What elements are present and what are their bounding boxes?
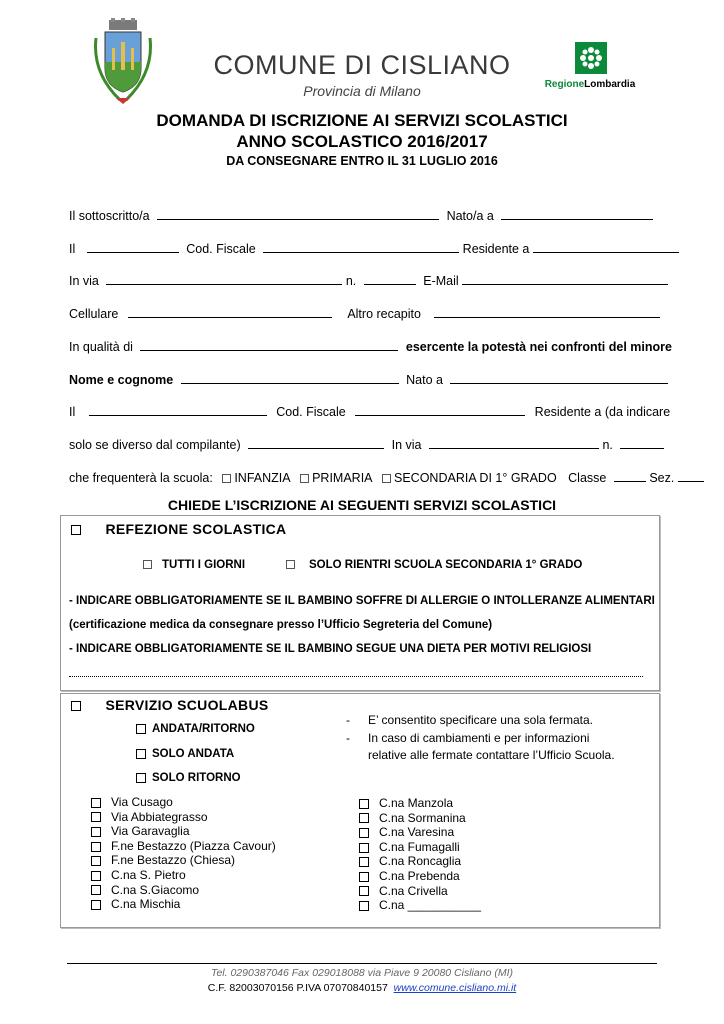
- town-name: COMUNE DI CISLIANO: [213, 50, 511, 80]
- bus-stop-label: C.na Mischia: [111, 897, 181, 912]
- input-altro-recapito[interactable]: [434, 305, 660, 318]
- refezione-header: [71, 521, 286, 539]
- stops-left-list: [91, 795, 276, 912]
- checkbox-bus-stop[interactable]: [359, 843, 369, 853]
- checkbox-bus-stop[interactable]: [91, 871, 101, 881]
- input-data-nascita-minore[interactable]: [89, 403, 267, 416]
- bus-stop-left-5: [91, 868, 276, 883]
- bus-stop-label: C.na S. Pietro: [111, 867, 186, 882]
- option-solo-ritorno: [136, 772, 241, 784]
- bus-stop-right-4: [359, 854, 481, 869]
- field-row-via: [69, 272, 651, 288]
- bus-stop-label: C.na Fumagalli: [379, 839, 460, 854]
- checkbox-bus-stop[interactable]: [359, 857, 369, 867]
- note-allergie: - INDICARE OBBLIGATORIAMENTE SE IL BAMBINO SOFFRE DI ALLERGIE O INTOLLERANZE ALIMENTARI: [69, 595, 655, 607]
- checkbox-bus-stop[interactable]: [359, 872, 369, 882]
- note-cambiamenti-2: relative alle fermate contattare l’Ufficio Scuola.: [368, 748, 615, 762]
- checkbox-infanzia[interactable]: [222, 474, 231, 483]
- field-row-il: [69, 240, 651, 256]
- request-title: CHIEDE L’ISCRIZIONE AI SEGUENTI SERVIZI SCOLASTICI: [167, 497, 557, 513]
- bus-stop-label: C.na Sormanina: [379, 810, 466, 825]
- bus-stop-left-7: [91, 897, 276, 912]
- bus-stop-left-2: [91, 824, 276, 839]
- input-sez[interactable]: [678, 469, 704, 482]
- label-tutti-giorni: TUTTI I GIORNI: [162, 559, 246, 571]
- label-solo-se-diverso: solo se diverso dal compilante): [69, 438, 241, 452]
- field-row-cellulare: [69, 305, 651, 321]
- input-numero[interactable]: [364, 272, 416, 285]
- input-numero-minore[interactable]: [620, 436, 664, 449]
- checkbox-refezione[interactable]: [71, 525, 81, 535]
- checkbox-andata-ritorno[interactable]: [136, 724, 146, 734]
- input-in-qualita[interactable]: [140, 338, 398, 351]
- label-infanzia: INFANZIA: [234, 471, 291, 485]
- label-in-via: In via: [69, 274, 99, 288]
- bus-stop-right-6: [359, 884, 481, 899]
- label-numero: n.: [345, 274, 357, 288]
- note-cambiamenti: - In caso di cambiamenti e per informazioni: [346, 731, 590, 745]
- refezione-title: REFEZIONE SCOLASTICA: [105, 521, 287, 537]
- field-row-sottoscritto: [69, 207, 651, 223]
- label-sez: Sez.: [649, 471, 675, 485]
- label-solo-rientri: SOLO RIENTRI SCUOLA SECONDARIA 1° GRADO: [309, 559, 583, 571]
- label-classe: Classe: [568, 471, 607, 485]
- note-una-fermata: - E’ consentito specificare una sola fermata.: [346, 713, 594, 727]
- label-nato-a-minore: Nato a: [406, 373, 443, 387]
- town-crest-icon: [92, 18, 154, 106]
- checkbox-bus-stop[interactable]: [91, 900, 101, 910]
- bus-stop-right-5: [359, 869, 481, 884]
- refezione-section: [60, 515, 660, 691]
- bus-stop-label: C.na Manzola: [379, 796, 454, 810]
- scuolabus-title: SERVIZIO SCUOLABUS: [105, 697, 269, 713]
- bus-stop-label: C.na Varesina: [379, 825, 455, 840]
- checkbox-solo-ritorno[interactable]: [136, 773, 146, 783]
- label-email: E-Mail: [423, 274, 459, 288]
- input-data-nascita[interactable]: [87, 240, 179, 253]
- checkbox-solo-andata[interactable]: [136, 749, 146, 759]
- bus-stop-right-1: [359, 811, 481, 826]
- bus-stop-label: Via Abbiategrasso: [111, 809, 208, 824]
- field-row-minore: [69, 371, 651, 387]
- label-nato-a: Nato/a a: [446, 209, 494, 223]
- deadline: DA CONSEGNARE ENTRO IL 31 LUGLIO 2016: [226, 154, 498, 168]
- label-andata-ritorno: ANDATA/RITORNO: [152, 723, 255, 735]
- input-email[interactable]: [462, 272, 668, 285]
- bus-stop-left-3: [91, 839, 276, 854]
- footer-contacts: Tel. 0290387046 Fax 029018088 via Piave 9 20080 Cisliano (MI): [211, 967, 513, 979]
- checkbox-bus-stop[interactable]: [359, 828, 369, 838]
- input-nato-a-minore[interactable]: [450, 371, 668, 384]
- checkbox-bus-stop[interactable]: [359, 799, 369, 809]
- school-year: ANNO SCOLASTICO 2016/2017: [236, 132, 488, 151]
- bus-stop-right-2: [359, 825, 481, 840]
- label-primaria: PRIMARIA: [312, 471, 373, 485]
- input-dieta-line[interactable]: [69, 676, 643, 677]
- label-via-minore: In via: [391, 438, 422, 452]
- checkbox-bus-stop[interactable]: [91, 812, 101, 822]
- input-residente-minore[interactable]: [248, 436, 384, 449]
- label-sottoscritto: Il sottoscritto/a: [69, 209, 150, 223]
- bus-stop-label: Via Cusago: [111, 795, 173, 809]
- checkbox-secondaria[interactable]: [382, 474, 391, 483]
- bus-stop-right-3: [359, 840, 481, 855]
- label-numero-minore: n.: [602, 438, 613, 452]
- bus-stop-label: C.na S.Giacomo: [111, 882, 200, 897]
- note-certificazione: (certificazione medica da consegnare presso l’Ufficio Segreteria del Comune): [69, 619, 493, 631]
- website-link[interactable]: www.comune.cisliano.mi.it: [393, 982, 517, 994]
- checkbox-bus-stop[interactable]: [91, 885, 101, 895]
- province-name: Provincia di Milano: [303, 83, 421, 99]
- bus-stop-label: C.na ___________: [379, 898, 482, 913]
- input-via[interactable]: [106, 272, 342, 285]
- input-sottoscritto[interactable]: [157, 207, 439, 220]
- bus-stop-left-4: [91, 853, 276, 868]
- bus-stop-label: Via Garavaglia: [111, 824, 190, 839]
- region-logo-text: RegioneLombardia: [544, 79, 636, 90]
- checkbox-bus-stop[interactable]: [359, 886, 369, 896]
- rosa-camuna-icon: [575, 42, 607, 74]
- input-cod-fiscale-minore[interactable]: [355, 403, 525, 416]
- label-residente-minore: Residente a (da indicare: [534, 405, 671, 419]
- label-in-qualita: In qualità di: [69, 340, 133, 354]
- input-cellulare[interactable]: [128, 305, 332, 318]
- bus-stop-label: C.na Prebenda: [379, 868, 460, 883]
- label-residente-a: Residente a: [462, 242, 530, 256]
- option-solo-rientri: [286, 559, 582, 571]
- bus-stop-label: F.ne Bestazzo (Piazza Cavour): [111, 838, 276, 853]
- label-solo-andata: SOLO ANDATA: [152, 748, 235, 760]
- input-residente-a[interactable]: [533, 240, 679, 253]
- checkbox-bus-stop[interactable]: [91, 856, 101, 866]
- label-nome-cognome: Nome e cognome: [69, 373, 174, 387]
- field-row-scuola: [69, 469, 675, 485]
- bus-stop-left-6: [91, 883, 276, 898]
- checkbox-tutti-giorni[interactable]: [143, 560, 152, 569]
- checkbox-solo-rientri[interactable]: [286, 560, 295, 569]
- label-solo-ritorno: SOLO RITORNO: [152, 772, 241, 784]
- option-tutti-giorni: [143, 559, 245, 571]
- checkbox-bus-stop[interactable]: [359, 813, 369, 823]
- checkbox-bus-stop[interactable]: [91, 842, 101, 852]
- checkbox-scuolabus[interactable]: [71, 701, 81, 711]
- label-secondaria: SECONDARIA DI 1° GRADO: [394, 471, 557, 485]
- checkbox-bus-stop[interactable]: [359, 901, 369, 911]
- bus-stop-right-0: [359, 796, 481, 811]
- label-il: Il: [69, 242, 76, 256]
- bus-stop-label: F.ne Bestazzo (Chiesa): [111, 853, 236, 868]
- footer-divider: [67, 963, 657, 964]
- checkbox-bus-stop[interactable]: [91, 798, 101, 808]
- bus-stop-left-1: [91, 810, 276, 825]
- option-andata-ritorno: [136, 723, 255, 735]
- checkbox-primaria[interactable]: [300, 474, 309, 483]
- field-row-via-minore: [69, 436, 651, 452]
- footer-codice-fiscale: C.F. 82003070156 P.IVA 07070840157: [207, 982, 388, 994]
- bus-stop-label: C.na Roncaglia: [379, 854, 462, 869]
- label-cellulare: Cellulare: [69, 307, 119, 321]
- scuolabus-section: [60, 693, 660, 928]
- input-classe[interactable]: [614, 469, 646, 482]
- bus-stop-label: C.na Crivella: [379, 883, 448, 898]
- label-cod-fiscale-minore: Cod. Fiscale: [276, 405, 346, 419]
- form-title: DOMANDA DI ISCRIZIONE AI SERVIZI SCOLASTICI: [156, 111, 568, 130]
- field-row-il-minore: [69, 403, 671, 419]
- input-cod-fiscale[interactable]: [263, 240, 459, 253]
- label-cod-fiscale: Cod. Fiscale: [186, 242, 256, 256]
- input-nome-cognome[interactable]: [181, 371, 399, 384]
- regione-lombardia-logo-icon: [540, 42, 640, 97]
- label-il-minore: Il: [69, 405, 76, 419]
- label-altro-recapito: Altro recapito: [347, 307, 421, 321]
- option-solo-andata: [136, 748, 234, 760]
- input-nato-a[interactable]: [501, 207, 653, 220]
- bus-stop-left-0: [91, 795, 276, 810]
- note-dieta: - INDICARE OBBLIGATORIAMENTE SE IL BAMBINO SEGUE UNA DIETA PER MOTIVI RELIGIOSI: [69, 643, 592, 655]
- field-row-qualita: [69, 338, 672, 354]
- label-esercente: esercente la potestà nei confronti del minore: [405, 340, 672, 354]
- label-frequentera: che frequenterà la scuola:: [69, 471, 213, 485]
- stops-right-list: [359, 796, 481, 913]
- checkbox-bus-stop[interactable]: [91, 827, 101, 837]
- input-via-minore[interactable]: [429, 436, 599, 449]
- bus-stop-right-7: [359, 898, 481, 913]
- scuolabus-header: [71, 697, 269, 715]
- footer-fiscal: [0, 982, 724, 994]
